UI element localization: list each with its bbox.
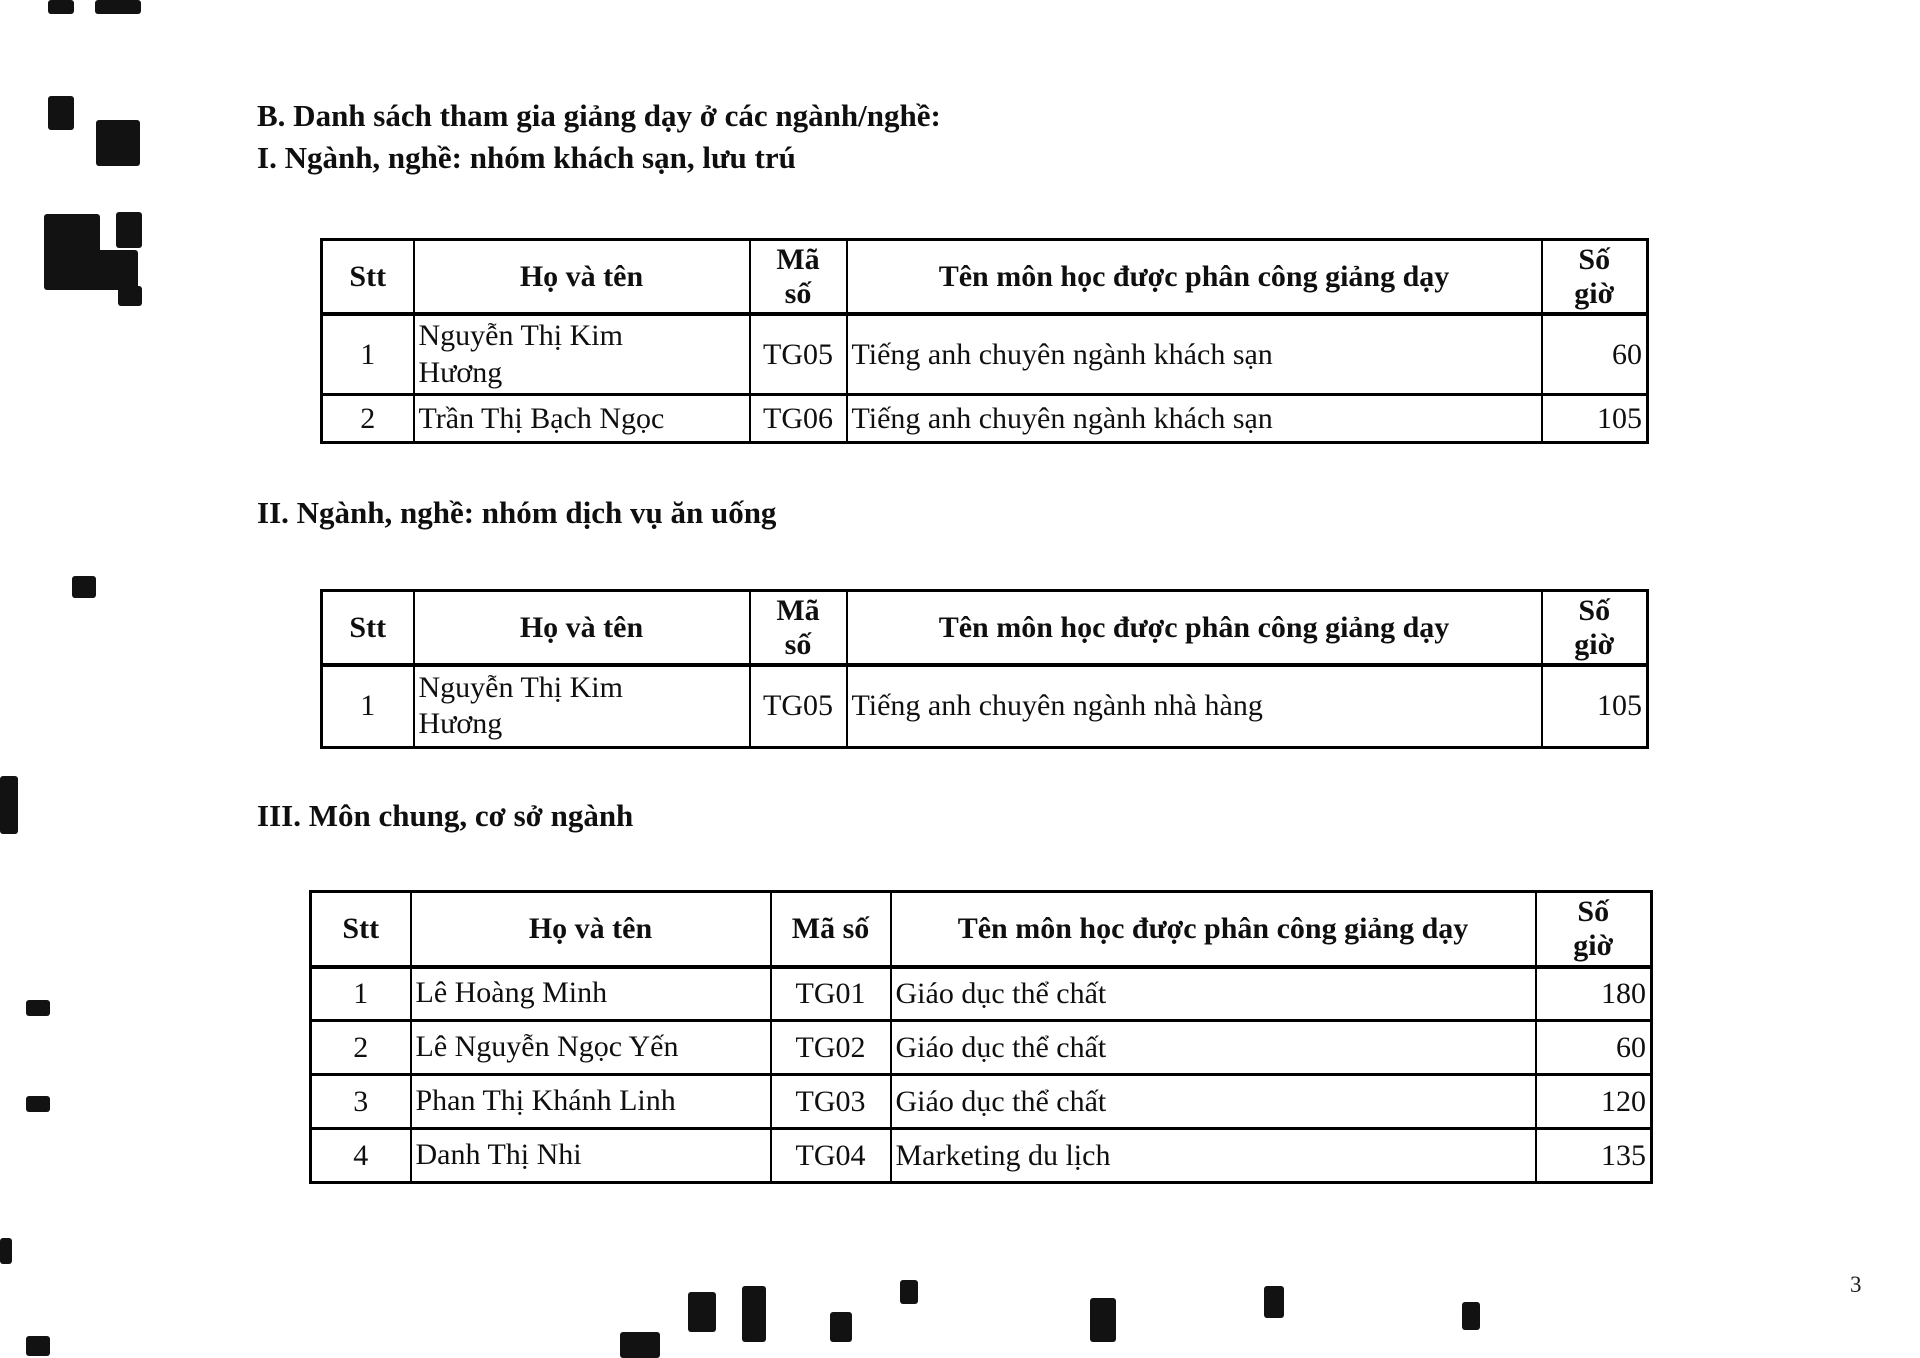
header-cell-subject: Tên môn học được phân công giảng dạy [847, 240, 1542, 315]
table-section-2 [320, 589, 1649, 749]
scan-artifact [1462, 1302, 1480, 1330]
cell-stt: 2 [311, 1021, 411, 1075]
table-header-row [311, 892, 1652, 967]
scan-artifact [48, 0, 74, 14]
section-2-heading: II. Ngành, nghề: nhóm dịch vụ ăn uống [257, 495, 777, 530]
header-cell-stt: Stt [311, 892, 411, 967]
cell-subject: Giáo dục thể chất [891, 1021, 1536, 1075]
header-cell-code: Mã số [750, 240, 847, 315]
cell-hours: 135 [1536, 1129, 1652, 1183]
cell-subject: Marketing du lịch [891, 1129, 1536, 1183]
scan-artifact [26, 1000, 50, 1016]
table-row [311, 1075, 1652, 1129]
cell-hours: 60 [1536, 1021, 1652, 1075]
header-cell-stt: Stt [322, 240, 414, 315]
cell-code: TG01 [771, 967, 891, 1021]
cell-subject: Tiếng anh chuyên ngành khách sạn [847, 395, 1542, 443]
header-cell-code: Mã số [750, 591, 847, 666]
cell-hours: 60 [1542, 314, 1648, 395]
table-row [322, 314, 1648, 395]
scan-artifact [742, 1286, 766, 1342]
header-cell-hours: Số giờ [1542, 240, 1648, 315]
main-heading: B. Danh sách tham gia giảng dạy ở các ngành/nghề: [257, 98, 941, 133]
cell-subject: Tiếng anh chuyên ngành nhà hàng [847, 665, 1542, 747]
cell-name: Nguyễn Thị Kim Hương [414, 665, 750, 747]
cell-code: TG03 [771, 1075, 891, 1129]
cell-code: TG06 [750, 395, 847, 443]
cell-name: Lê Hoàng Minh [411, 967, 771, 1021]
scan-artifact [0, 776, 18, 834]
page-number: 3 [1850, 1272, 1862, 1297]
scan-artifact [0, 1238, 12, 1264]
cell-code: TG02 [771, 1021, 891, 1075]
cell-stt: 1 [322, 314, 414, 395]
cell-name: Danh Thị Nhi [411, 1129, 771, 1183]
cell-stt: 3 [311, 1075, 411, 1129]
scan-artifact [118, 286, 142, 306]
cell-hours: 105 [1542, 395, 1648, 443]
cell-subject: Tiếng anh chuyên ngành khách sạn [847, 314, 1542, 395]
scan-artifact [26, 1096, 50, 1112]
cell-stt: 1 [311, 967, 411, 1021]
table-row [311, 1021, 1652, 1075]
cell-code: TG05 [750, 314, 847, 395]
table-row [322, 665, 1648, 747]
table-header-row [322, 240, 1648, 315]
scan-artifact [1264, 1286, 1284, 1318]
header-cell-hours: Số giờ [1536, 892, 1652, 967]
header-cell-code: Mã số [771, 892, 891, 967]
header-cell-name: Họ và tên [411, 892, 771, 967]
scan-artifact [26, 1336, 50, 1356]
table-section-3 [309, 890, 1653, 1184]
section-1-heading: I. Ngành, nghề: nhóm khách sạn, lưu trú [257, 140, 796, 175]
table-header-row [322, 591, 1648, 666]
header-cell-subject: Tên môn học được phân công giảng dạy [891, 892, 1536, 967]
cell-stt: 4 [311, 1129, 411, 1183]
header-cell-name: Họ và tên [414, 240, 750, 315]
scan-artifact [96, 120, 140, 166]
scan-artifact [72, 576, 96, 598]
cell-subject: Giáo dục thể chất [891, 1075, 1536, 1129]
header-cell-hours: Số giờ [1542, 591, 1648, 666]
section-3-heading: III. Môn chung, cơ sở ngành [257, 798, 634, 833]
cell-hours: 120 [1536, 1075, 1652, 1129]
table-row [311, 967, 1652, 1021]
cell-code: TG05 [750, 665, 847, 747]
table-row [311, 1129, 1652, 1183]
cell-name: Phan Thị Khánh Linh [411, 1075, 771, 1129]
scan-artifact [830, 1312, 852, 1342]
cell-name: Trần Thị Bạch Ngọc [414, 395, 750, 443]
cell-name: Lê Nguyễn Ngọc Yến [411, 1021, 771, 1075]
cell-subject: Giáo dục thể chất [891, 967, 1536, 1021]
cell-stt: 1 [322, 665, 414, 747]
cell-code: TG04 [771, 1129, 891, 1183]
table-section-1 [320, 238, 1649, 444]
scan-artifact [1090, 1298, 1116, 1342]
header-cell-stt: Stt [322, 591, 414, 666]
scan-artifact [688, 1292, 716, 1332]
scan-artifact [44, 250, 138, 290]
scan-artifact [116, 212, 142, 248]
scan-artifact [48, 96, 74, 130]
scan-artifact [620, 1332, 660, 1358]
scan-artifact [900, 1280, 918, 1304]
table-row [322, 395, 1648, 443]
cell-hours: 180 [1536, 967, 1652, 1021]
cell-hours: 105 [1542, 665, 1648, 747]
scan-artifact [95, 0, 141, 14]
header-cell-name: Họ và tên [414, 591, 750, 666]
header-cell-subject: Tên môn học được phân công giảng dạy [847, 591, 1542, 666]
cell-name: Nguyễn Thị Kim Hương [414, 314, 750, 395]
cell-stt: 2 [322, 395, 414, 443]
